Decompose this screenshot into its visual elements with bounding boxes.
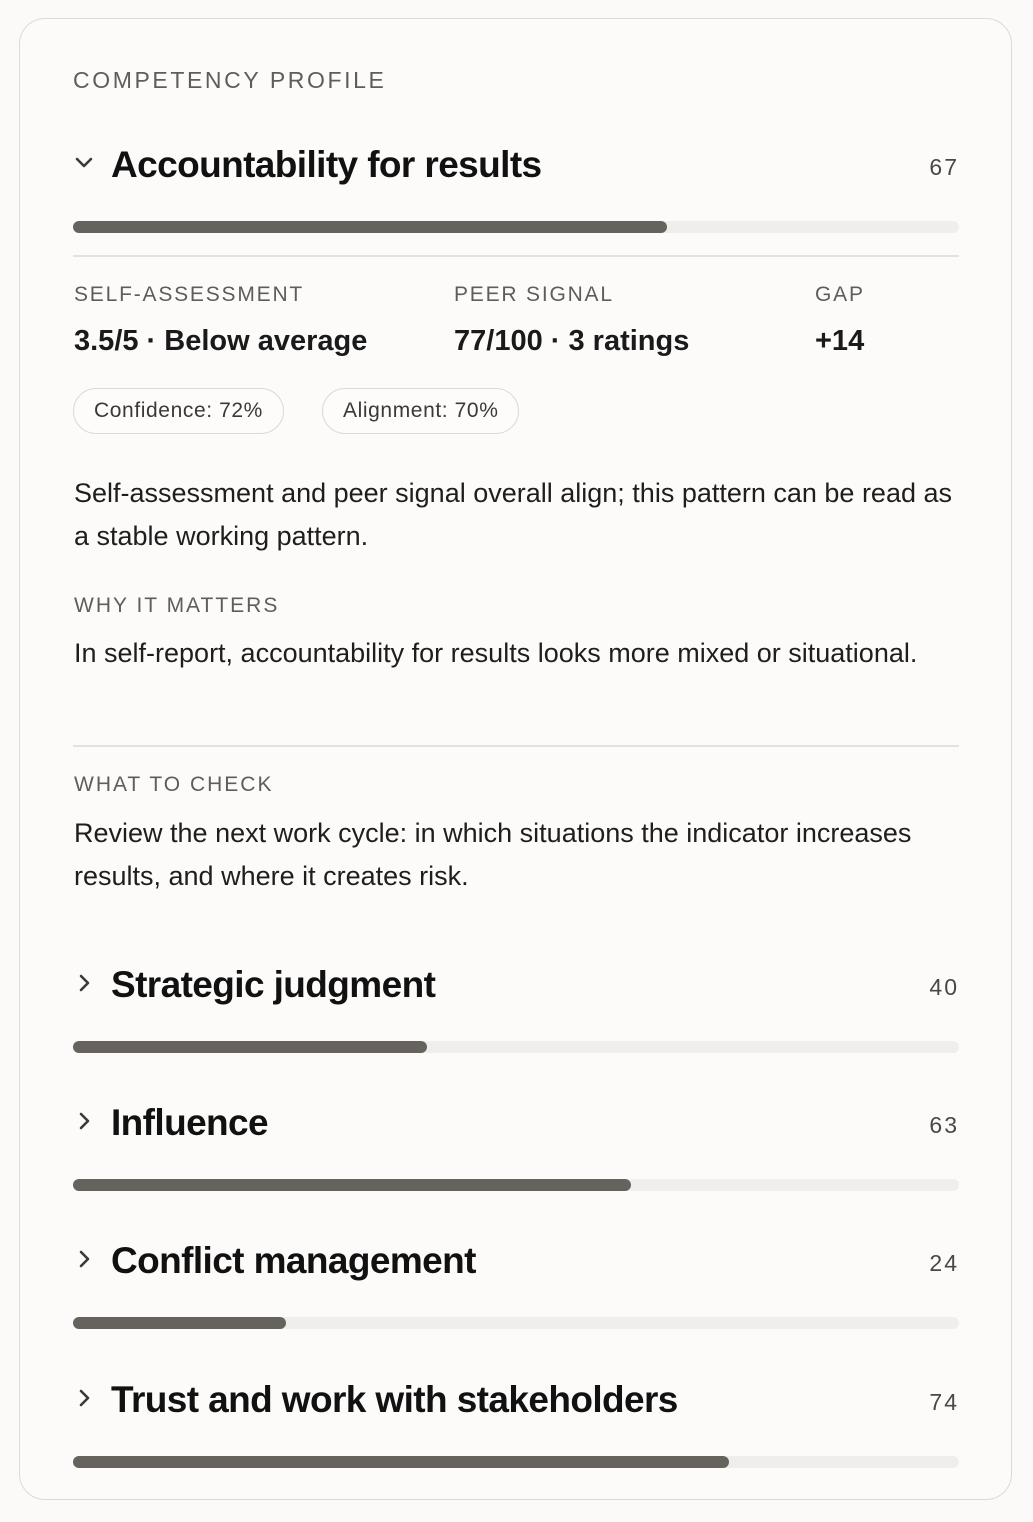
chevron-right-icon[interactable] [73,1248,95,1270]
progress-fill [73,1317,286,1329]
progress-track [73,1179,959,1191]
competency-title: Trust and work with stakeholders [111,1379,678,1420]
peer-signal-label: PEER SIGNAL [454,283,614,306]
gap-value: +14 [815,325,865,357]
competency-trust-stakeholders [73,1371,959,1431]
competency-header[interactable] [73,1371,959,1431]
peer-signal-value: 77/100 · 3 ratings [454,325,690,357]
confidence-badge: Confidence: 72% [73,388,284,434]
self-assessment-value: 3.5/5 · Below average [74,325,368,357]
competency-accountability [73,136,959,196]
divider [73,255,959,257]
competency-title: Strategic judgment [111,964,436,1005]
competency-strategic-judgment [73,956,959,1016]
competency-score: 74 [929,1389,959,1415]
competency-title: Conflict management [111,1240,476,1281]
divider [73,745,959,747]
chevron-right-icon[interactable] [73,1387,95,1409]
competency-header[interactable] [73,1094,959,1154]
competency-profile-card [19,18,1012,1500]
competency-header[interactable] [73,956,959,1016]
self-assessment-label: SELF-ASSESSMENT [74,283,305,306]
alignment-badge: Alignment: 70% [322,388,519,434]
why-it-matters-text: In self-report, accountability for results looks more mixed or situational. [74,638,918,668]
chevron-down-icon[interactable] [73,152,95,174]
competency-header[interactable] [73,1232,959,1292]
competency-header-accountability[interactable] [73,136,959,196]
gap-label: GAP [815,283,865,306]
competency-conflict-management [73,1232,959,1292]
what-to-check-text: Review the next work cycle: in which situations the indicator increases results, and where it creates risk. [74,818,912,891]
competency-score: 63 [929,1112,959,1138]
progress-fill [73,1041,427,1053]
competency-title: Accountability for results [111,144,542,185]
competency-title: Influence [111,1102,269,1143]
card-label: COMPETENCY PROFILE [73,67,387,93]
summary-text: Self-assessment and peer signal overall align; this pattern can be read as a stable working pattern. [74,478,953,551]
progress-track [73,1317,959,1329]
what-to-check-label: WHAT TO CHECK [74,773,274,796]
progress-fill [73,221,667,233]
progress-fill [73,1179,631,1191]
competency-score: 24 [929,1250,959,1276]
progress-track [73,221,959,233]
progress-track [73,1456,959,1468]
competency-score: 67 [929,154,959,180]
competency-score: 40 [929,974,959,1000]
progress-fill [73,1456,729,1468]
chevron-right-icon[interactable] [73,972,95,994]
progress-track [73,1041,959,1053]
competency-influence [73,1094,959,1154]
why-it-matters-label: WHY IT MATTERS [74,594,280,617]
chevron-right-icon[interactable] [73,1110,95,1132]
